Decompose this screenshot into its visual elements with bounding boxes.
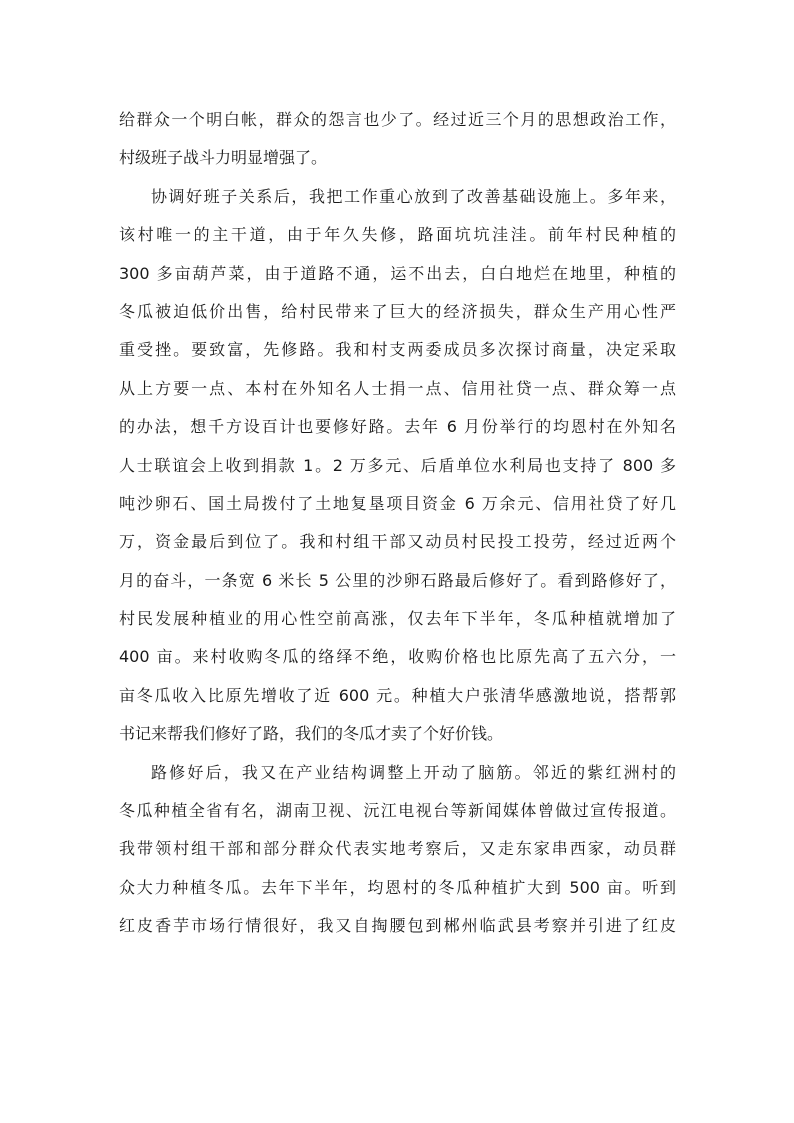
text-line: 从上方要一点、本村在外知名人士捐一点、信用社贷一点、群众筹一点	[119, 378, 676, 398]
text-line: 该村唯一的主干道，由于年久失修，路面坑坑洼洼。前年村民种植的	[119, 225, 676, 245]
text-line: 万，资金最后到位了。我和村组干部又动员村民投工投劳，经过近两个	[119, 532, 676, 552]
text-line: 亩冬瓜收入比原先增收了近 600 元。种植大户张清华感激地说，搭帮郭	[119, 685, 676, 705]
text-line: 人士联谊会上收到捐款 1。2 万多元、后盾单位水利局也支持了 800 多	[119, 455, 676, 475]
text-line: 月的奋斗，一条宽 6 米长 5 公里的沙卵石路最后修好了。看到路修好了，	[119, 570, 676, 590]
text-line: 吨沙卵石、国土局拨付了土地复垦项目资金 6 万余元、信用社贷了好几	[119, 493, 676, 513]
text-line: 的办法，想千方设百计也要修好路。去年 6 月份举行的均恩村在外知名	[119, 417, 676, 437]
text-line: 冬瓜种植全省有名，湖南卫视、沅江电视台等新闻媒体曾做过宣传报道。	[119, 801, 676, 821]
text-line: 给群众一个明白帐，群众的怨言也少了。经过近三个月的思想政治工作，	[119, 110, 676, 129]
paragraph-first-line: 路修好后，我又在产业结构调整上开动了脑筋。邻近的紫红洲村的	[151, 762, 676, 782]
text-line: 重受挫。要致富，先修路。我和村支两委成员多次探讨商量，决定采取	[119, 340, 676, 360]
text-line: 冬瓜被迫低价出售，给村民带来了巨大的经济损失，群众生产用心性严	[119, 301, 676, 321]
text-line: 400 亩。来村收购冬瓜的络绎不绝，收购价格也比原先高了五六分，一	[119, 647, 676, 667]
text-line: 300 多亩葫芦菜，由于道路不通，运不出去，白白地烂在地里，种植的	[119, 263, 676, 283]
text-line: 众大力种植冬瓜。去年下半年，均恩村的冬瓜种植扩大到 500 亩。听到	[119, 877, 676, 897]
text-line: 我带领村组干部和部分群众代表实地考察后，又走东家串西家，动员群	[119, 839, 676, 859]
body-text	[119, 101, 676, 946]
paragraph-first-line: 协调好班子关系后，我把工作重心放到了改善基础设施上。多年来，	[151, 186, 676, 206]
text-line: 村民发展种植业的用心性空前高涨，仅去年下半年，冬瓜种植就增加了	[119, 609, 676, 629]
text-line: 村级班子战斗力明显增强了。	[119, 148, 328, 168]
text-line: 红皮香芋市场行情很好，我又自掏腰包到郴州临武县考察并引进了红皮	[119, 916, 676, 936]
text-line: 书记来帮我们修好了路，我们的冬瓜才卖了个好价钱。	[119, 724, 504, 744]
